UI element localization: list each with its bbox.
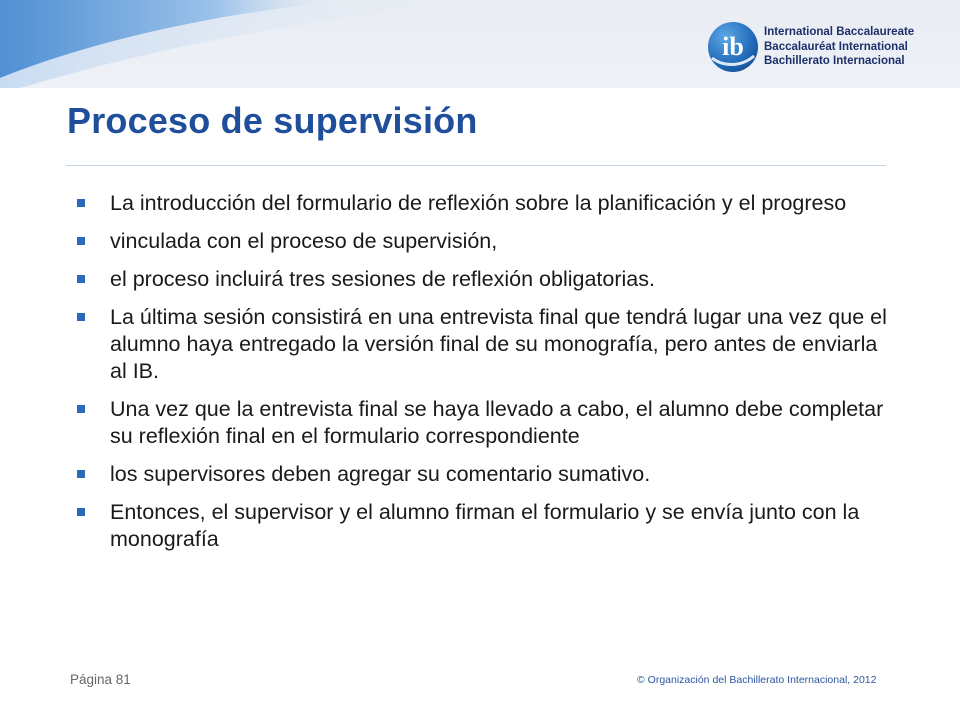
bullet-list — [74, 190, 894, 564]
bullet-text: Una vez que la entrevista final se haya llevado a cabo, el alumno debe completar su reflexión final en el formulario correspondiente — [110, 397, 884, 448]
logo-line-english: International Baccalaureate — [764, 26, 915, 38]
bullet-text: La introducción del formulario de reflexión sobre la planificación y el progreso — [110, 191, 847, 215]
bullet-text: vinculada con el proceso de supervisión, — [110, 229, 498, 253]
bullet-item — [74, 499, 894, 553]
bullet-item — [74, 461, 894, 488]
bullet-item — [74, 190, 894, 217]
logo-line-spanish: Bachillerato Internacional — [764, 55, 905, 67]
bullet-square-icon — [77, 313, 85, 321]
page-number: Página 81 — [70, 672, 131, 687]
bullet-text: La última sesión consistirá en una entrevista final que tendrá lugar una vez que el alumno haya entregado la versión final de su monografía, pero antes de enviarla al IB. — [110, 305, 887, 383]
header-band — [0, 0, 960, 88]
logo-line-french: Baccalauréat International — [764, 40, 908, 53]
bullet-text: el proceso incluirá tres sesiones de reflexión obligatorias. — [110, 267, 655, 291]
bullet-text: Entonces, el supervisor y el alumno firman el formulario y se envía junto con la monografía — [110, 500, 860, 551]
slide-title: Proceso de supervisión — [67, 100, 478, 141]
bullet-square-icon — [77, 508, 85, 516]
ib-logo — [706, 20, 915, 76]
bullet-square-icon — [77, 405, 85, 413]
bullet-text: los supervisores deben agregar su comentario sumativo. — [110, 462, 651, 486]
bullet-item — [74, 266, 894, 293]
bullet-square-icon — [77, 199, 85, 207]
logo-wordmark — [764, 25, 914, 69]
bullet-item — [74, 304, 894, 385]
logo-mark-text: ib — [722, 32, 744, 61]
bullet-square-icon — [77, 470, 85, 478]
copyright-notice: © Organización del Bachillerato Internacional, 2012 — [637, 674, 877, 686]
bullet-square-icon — [77, 237, 85, 245]
ib-logo-icon — [706, 20, 760, 74]
bullet-item — [74, 396, 894, 450]
bullet-item — [74, 228, 894, 255]
title-divider — [66, 165, 886, 166]
bullet-square-icon — [77, 275, 85, 283]
